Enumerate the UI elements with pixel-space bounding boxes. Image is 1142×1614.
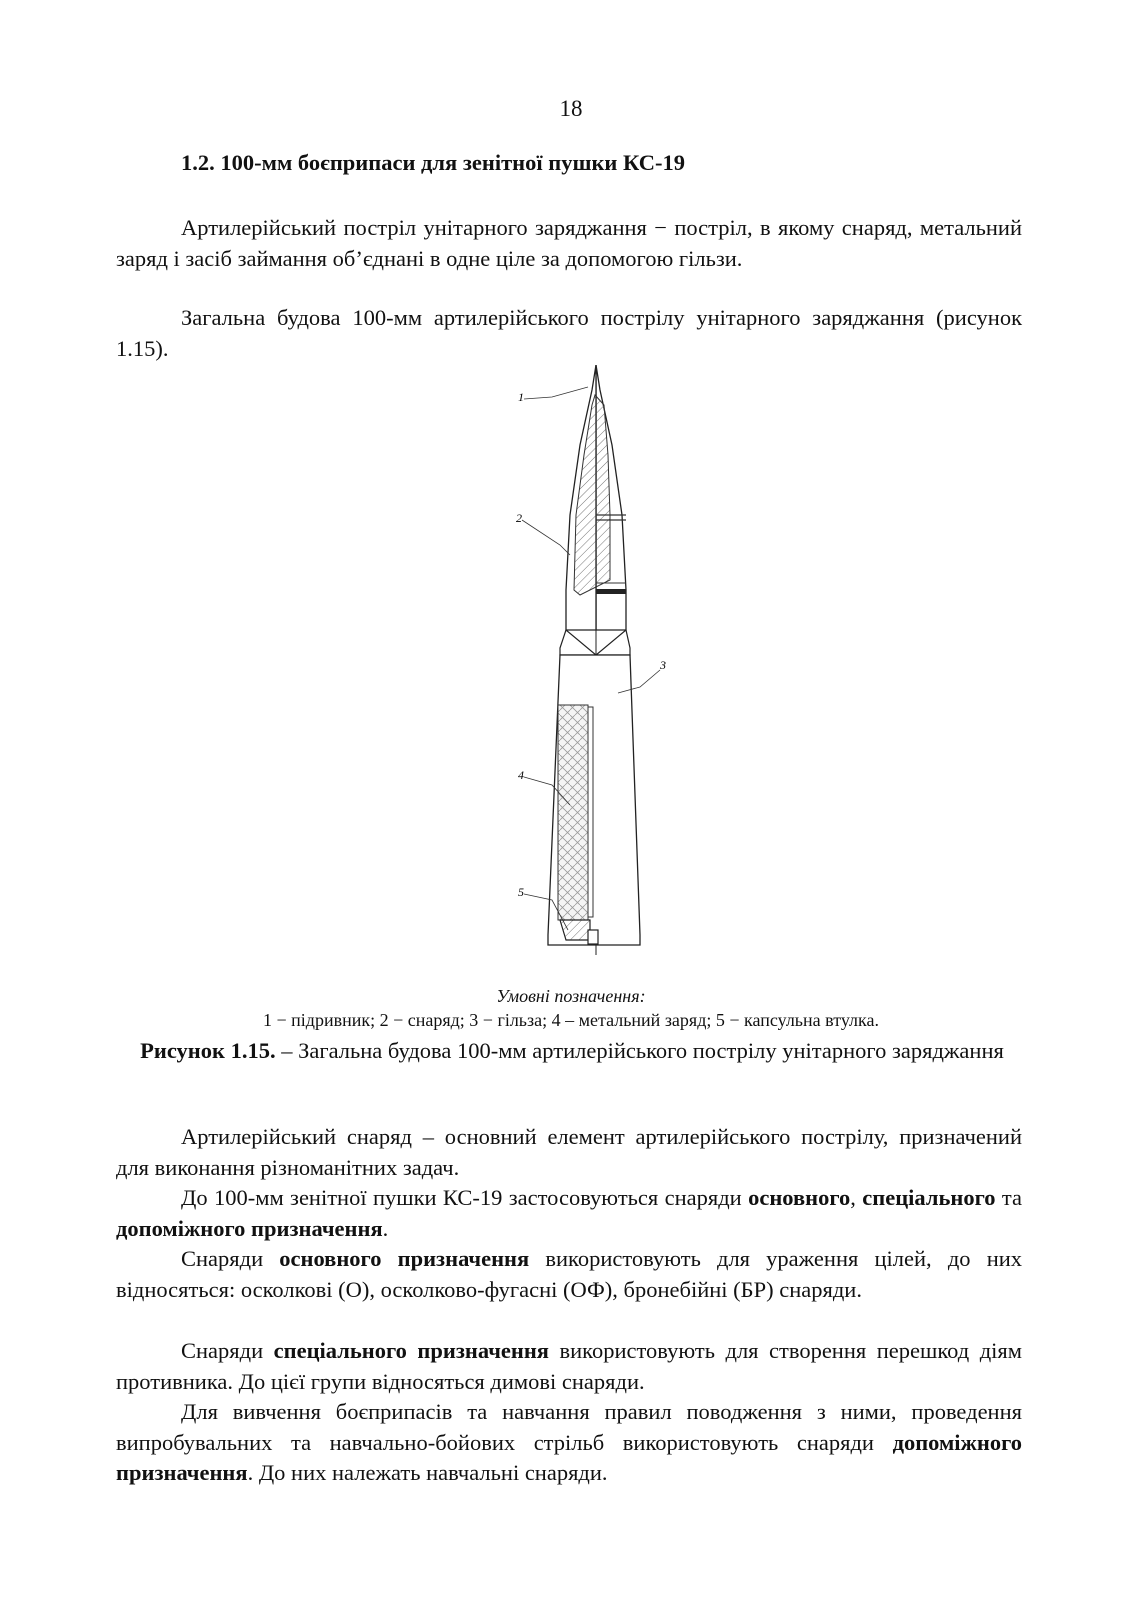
figure-caption-text: – Загальна будова 100-мм артилерійського пострілу унітарного заряджання [275, 1038, 1004, 1063]
figure-label-3: 3 [660, 658, 666, 672]
figure-label-2: 2 [516, 511, 522, 525]
section-heading: 1.2. 100-мм боєприпаси для зенітної пушки КС-19 [181, 150, 685, 175]
paragraph-projectile-types: До 100-мм зенітної пушки КС-19 застосовуються снаряди основного, спеціального та допоміжного призначення. [116, 1185, 1022, 1241]
paragraph-projectile-definition: Артилерійський снаряд – основний елемент артилерійського пострілу, призначений для виконання різноманітних задач. [116, 1124, 1022, 1180]
figure-label-1: 1 [518, 390, 524, 404]
page-number: 18 [559, 96, 583, 121]
figure-label-5: 5 [518, 885, 524, 899]
explosive-filling [574, 395, 610, 595]
paragraph-figure-intro: Загальна будова 100-мм артилерійського пострілу унітарного заряджання (рисунок 1.15). [116, 305, 1022, 361]
paragraph-auxiliary-purpose: Для вивчення боєприпасів та навчання правил поводження з ними, проведення випробувальних та навчально-бойових стрільб використовують снаряди допоміжного призначення. До них належать навчальні снаряди. [116, 1399, 1022, 1485]
ammunition-cross-section-figure [500, 365, 700, 975]
paragraph-definition: Артилерійський постріл унітарного заряджання − постріл, в якому снаряд, метальний заряд і засіб займання об’єднані в одне ціле за допомогою гільзи. [116, 215, 1022, 271]
figure-caption [120, 1036, 1024, 1066]
figure-caption-number: Рисунок 1.15. [140, 1038, 276, 1063]
paragraph-main-purpose: Снаряди основного призначення використовують для ураження цілей, до них відносяться: осколкові (О), осколково-фугасні (ОФ), бронебійні (БР) снаряди. [116, 1246, 1023, 1302]
paragraph-special-purpose: Снаряди спеціального призначення використовують для створення перешкод діям противника. До цієї групи відносяться димові снаряди. [116, 1338, 1022, 1394]
figure-label-4: 4 [518, 768, 524, 782]
propellant-charge [558, 705, 588, 920]
figure-legend-text: 1 − підривник; 2 − снаряд; 3 − гільза; 4 – метальний заряд; 5 − капсульна втулка. [263, 1010, 879, 1030]
figure-legend-title: Умовні позначення: [496, 986, 646, 1006]
